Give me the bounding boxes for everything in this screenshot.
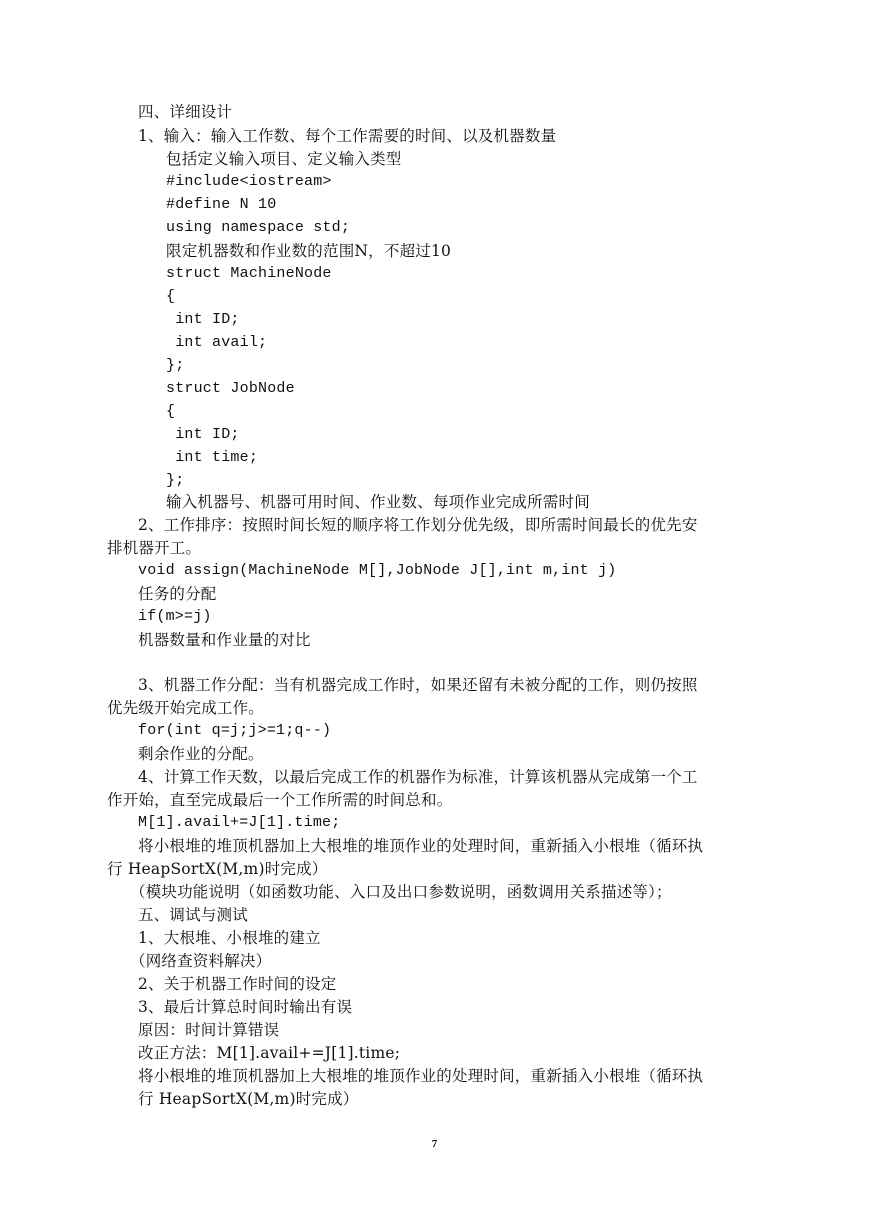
page-number: 7 [431, 1138, 438, 1150]
code-line: if(m>=j) [138, 608, 212, 625]
text-line: 原因：时间计算错误 [138, 1021, 280, 1039]
text-line: 将小根堆的堆顶机器加上大根堆的堆顶作业的处理时间，重新插入小根堆（循环执 [138, 837, 704, 855]
code-line: int avail; [166, 334, 268, 351]
text-line: 排机器开工。 [107, 539, 202, 557]
text-line: 输入机器号、机器可用时间、作业数、每项作业完成所需时间 [166, 493, 590, 511]
code-line: for(int q=j;j>=1;q--) [138, 722, 332, 739]
text-line: 剩余作业的分配。 [138, 745, 264, 763]
code-line: { [166, 288, 176, 305]
code-line: }; [166, 357, 185, 374]
text-line: 将小根堆的堆顶机器加上大根堆的堆顶作业的处理时间，重新插入小根堆（循环执 [138, 1067, 704, 1085]
section-days-title: 4、计算工作天数，以最后完成工作的机器作为标准，计算该机器从完成第一个工 [138, 768, 698, 786]
text-line: 行 HeapSortX(M,m)时完成） [138, 1090, 359, 1108]
code-line: M[1].avail+=J[1].time; [138, 814, 341, 831]
text-line: 1、大根堆、小根堆的建立 [138, 929, 321, 947]
text-line: （网络查资料解决） [130, 952, 272, 970]
text-line: 限定机器数和作业数的范围N，不超过10 [166, 242, 452, 260]
text-line: 机器数量和作业量的对比 [138, 631, 311, 649]
code-line: #define N 10 [166, 196, 277, 213]
text-line: 行 HeapSortX(M,m)时完成） [107, 860, 328, 878]
code-line: struct MachineNode [166, 265, 332, 282]
code-line: void assign(MachineNode M[],JobNode J[],int m,int j) [138, 562, 617, 579]
code-line: }; [166, 472, 185, 489]
code-line: int time; [166, 449, 259, 466]
text-line: 任务的分配 [138, 585, 217, 603]
code-line: #include<iostream> [166, 173, 332, 190]
code-line: struct JobNode [166, 380, 295, 397]
code-line: using namespace std; [166, 219, 351, 236]
text-line: 包括定义输入项目、定义输入类型 [166, 150, 402, 168]
section-assignment-title: 3、机器工作分配：当有机器完成工作时，如果还留有未被分配的工作，则仍按照 [138, 676, 698, 694]
text-line: （模块功能说明（如函数功能、入口及出口参数说明，函数调用关系描述等）； [130, 883, 672, 901]
text-line: 改正方法：M[1].avail+=J[1].time; [138, 1044, 401, 1062]
section-input-title: 1、输入：输入工作数、每个工作需要的时间、以及机器数量 [138, 127, 557, 145]
heading-debug-test: 五、调试与测试 [138, 906, 248, 924]
text-line: 作开始，直至完成最后一个工作所需的时间总和。 [107, 791, 453, 809]
code-line: { [166, 403, 176, 420]
text-line: 2、关于机器工作时间的设定 [138, 975, 337, 993]
text-line: 3、最后计算总时间时输出有误 [138, 998, 353, 1016]
heading-detailed-design: 四、详细设计 [138, 103, 233, 121]
code-line: int ID; [166, 311, 240, 328]
section-sorting-title: 2、工作排序：按照时间长短的顺序将工作划分优先级，即所需时间最长的优先安 [138, 516, 698, 534]
text-line: 优先级开始完成工作。 [107, 699, 265, 717]
code-line: int ID; [166, 426, 240, 443]
